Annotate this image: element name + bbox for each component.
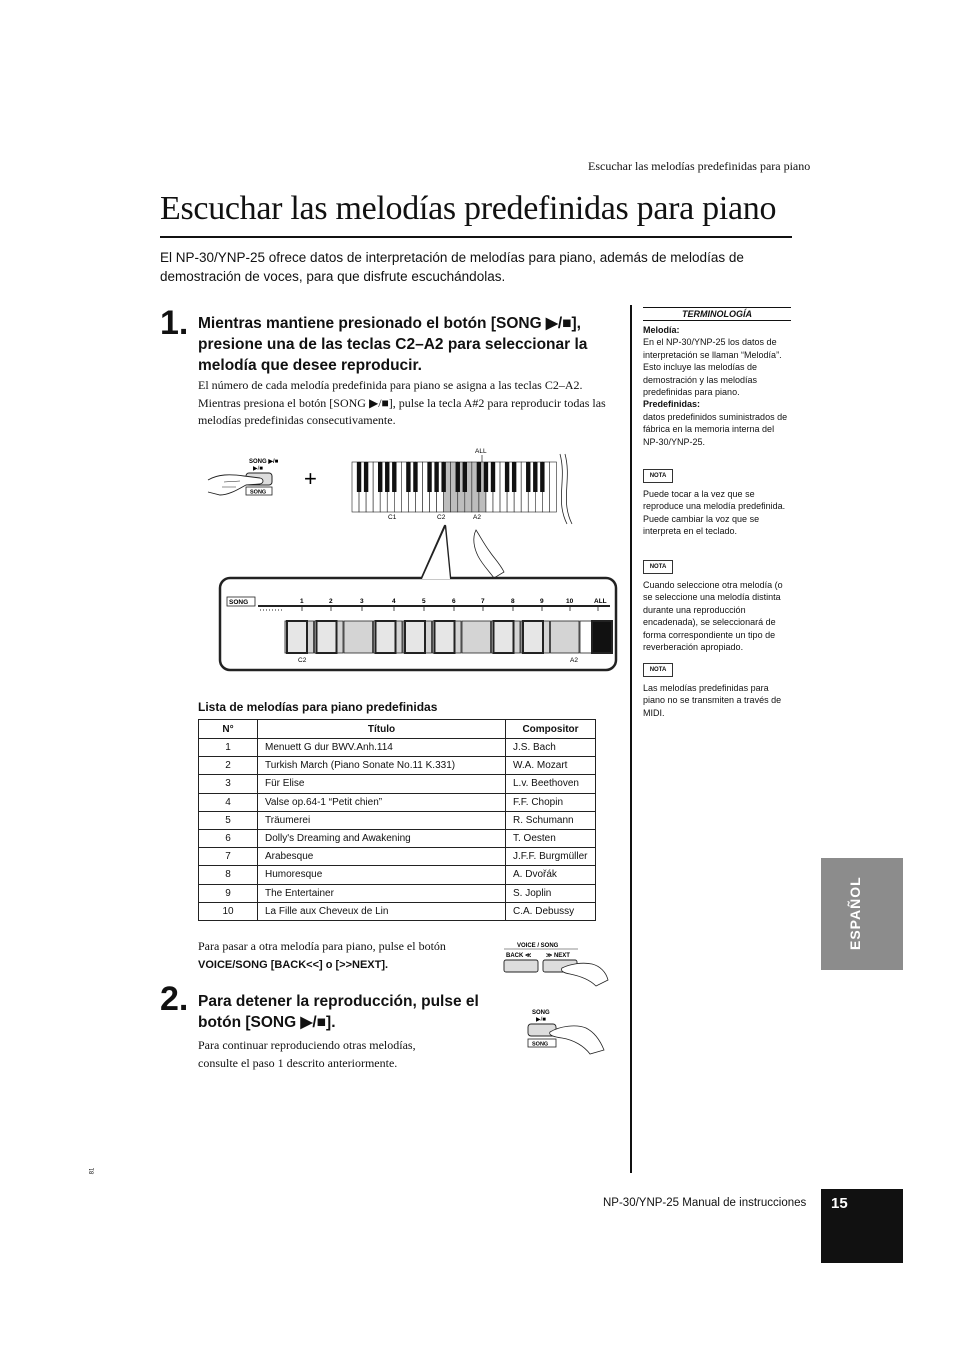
note-1 xyxy=(643,468,793,538)
black-key xyxy=(385,462,389,492)
step-1-heading: Mientras mantiene presionado el botón [SONG ▶/■], presione una de las teclas C2–A2 para seleccionar la melodía que desee reproducir. xyxy=(198,315,588,374)
strip-number: 8 xyxy=(511,598,515,605)
header-title: Título xyxy=(258,720,506,739)
strip-number: 10 xyxy=(566,598,574,605)
header-number: N° xyxy=(199,720,258,739)
column-divider xyxy=(630,305,632,1173)
footer-manual-title: NP-30/YNP-25 Manual de instrucciones xyxy=(603,1197,807,1209)
next-label: ≫ NEXT xyxy=(546,953,570,959)
note-icon: NOTA xyxy=(643,469,673,483)
table-row xyxy=(199,866,596,884)
song-tag: SONG xyxy=(250,489,267,496)
black-key xyxy=(477,462,481,492)
song-composer-cell: R. Schumann xyxy=(506,811,596,829)
song-composer-cell: F.F. Chopin xyxy=(506,793,596,811)
language-tab xyxy=(821,858,903,970)
strip-number: 4 xyxy=(392,598,396,605)
song-num-cell: 8 xyxy=(199,866,258,884)
white-key xyxy=(549,462,556,512)
next-song-note xyxy=(198,938,488,974)
key-label-c1: C1 xyxy=(388,514,397,521)
note-icon: NOTA xyxy=(643,663,673,677)
note-2 xyxy=(643,559,793,653)
zoomed-key xyxy=(344,621,373,653)
note-1-text: Puede tocar a la vez que se reproduce una melodía predefinida. Puede cambiar la voz que se interpreta en el teclado. xyxy=(643,489,786,537)
running-header: Escuchar las melodías predefinidas para piano xyxy=(588,159,811,173)
strip-label: SONG xyxy=(229,599,249,606)
black-key xyxy=(378,462,382,492)
strip-number: 1 xyxy=(300,598,304,605)
svg-text:SONG: SONG xyxy=(532,1010,550,1016)
song-title-cell: Dolly's Dreaming and Awakening xyxy=(258,829,506,847)
keyboard-illustration xyxy=(200,440,620,672)
zoomed-black-key xyxy=(405,621,425,653)
plus-sign: + xyxy=(304,466,317,491)
black-key xyxy=(441,462,445,492)
term-predefinidas: Predefinidas: xyxy=(643,399,701,410)
black-key xyxy=(484,462,488,492)
song-stop-button-icon xyxy=(520,1004,610,1056)
table-row xyxy=(199,829,596,847)
song-num-cell: 7 xyxy=(199,848,258,866)
song-button-label: SONG ▶/■ xyxy=(249,459,279,465)
song-title-cell: Menuett G dur BWV.Anh.114 xyxy=(258,739,506,757)
all-label: ALL xyxy=(475,448,487,455)
song-title-cell: Turkish March (Piano Sonate No.11 K.331) xyxy=(258,757,506,775)
black-key xyxy=(491,462,495,492)
black-key xyxy=(413,462,417,492)
page-number: 15 xyxy=(831,1195,848,1212)
terminology-box xyxy=(643,307,791,448)
song-title-cell: Arabesque xyxy=(258,848,506,866)
svg-text:▶/■: ▶/■ xyxy=(536,1017,546,1023)
song-tag-2: SONG xyxy=(532,1041,549,1048)
song-num-cell: 1 xyxy=(199,739,258,757)
zoomed-key xyxy=(462,621,491,653)
title-rule xyxy=(160,236,792,238)
header-composer: Compositor xyxy=(506,720,596,739)
black-key xyxy=(434,462,438,492)
black-key xyxy=(512,462,516,492)
intro-paragraph: El NP-30/YNP-25 ofrece datos de interpretación de melodías para piano, además de melodías de demostración de voces, para que disfrute escuchándolas. xyxy=(160,250,744,284)
step-2-number: 2. xyxy=(160,980,189,1018)
strip-number: 9 xyxy=(540,598,544,605)
black-key xyxy=(463,462,467,492)
step-2-heading: Para detener la reproducción, pulse el botón [SONG ▶/■]. xyxy=(198,993,479,1031)
song-num-cell: 4 xyxy=(199,793,258,811)
piano-keyboard xyxy=(352,462,556,512)
zoomed-black-key xyxy=(376,621,396,653)
song-button-icon xyxy=(208,458,279,496)
terminology-heading: TERMINOLOGÍA xyxy=(643,307,791,321)
song-title-cell: The Entertainer xyxy=(258,884,506,902)
next-note-line1: Para pasar a otra melodía para piano, pulse el botón xyxy=(198,939,446,953)
term-predefinidas-text: datos predefinidos suministrados de fábrica en la memoria interna del NP-30/YNP-25. xyxy=(643,411,788,447)
black-key xyxy=(427,462,431,492)
song-composer-cell: A. Dvořák xyxy=(506,866,596,884)
song-num-cell: 5 xyxy=(199,811,258,829)
song-title-cell: Träumerei xyxy=(258,811,506,829)
table-row xyxy=(199,793,596,811)
song-title-cell: La Fille aux Cheveux de Lin xyxy=(258,902,506,920)
black-key xyxy=(505,462,509,492)
note-2-text: Cuando seleccione otra melodía (o se seleccione una melodía distinta durante una reproducción encadenada), se seleccionará de forma correspondiente un tipo de reverberación apropiado. xyxy=(643,580,783,653)
strip-number: 2 xyxy=(329,598,333,605)
svg-text:▶/■: ▶/■ xyxy=(253,466,263,472)
song-title-cell: Für Elise xyxy=(258,775,506,793)
strip-number: 6 xyxy=(452,598,456,605)
zoomed-black-key xyxy=(317,621,337,653)
black-key xyxy=(406,462,410,492)
black-key xyxy=(357,462,361,492)
note-3 xyxy=(643,662,793,719)
table-header-row xyxy=(199,720,596,739)
song-num-cell: 2 xyxy=(199,757,258,775)
page-title: Escuchar las melodías predefinidas para piano xyxy=(160,190,777,227)
black-key xyxy=(533,462,537,492)
song-composer-cell: C.A. Debussy xyxy=(506,902,596,920)
key-label-c2: C2 xyxy=(437,514,446,521)
black-key xyxy=(526,462,530,492)
page-number-box xyxy=(821,1189,903,1263)
table-row xyxy=(199,757,596,775)
black-key xyxy=(392,462,396,492)
song-table xyxy=(198,719,596,921)
zoomed-key xyxy=(551,621,580,653)
black-key xyxy=(364,462,368,492)
table-row xyxy=(199,884,596,902)
table-row xyxy=(199,848,596,866)
note-3-text: Las melodías predefinidas para piano no se transmiten a través de MIDI. xyxy=(643,683,782,718)
language-tab-label: ESPAÑOL xyxy=(847,876,863,950)
table-row xyxy=(199,739,596,757)
black-key xyxy=(456,462,460,492)
table-row xyxy=(199,811,596,829)
zoomed-black-key xyxy=(287,621,307,653)
song-num-cell: 6 xyxy=(199,829,258,847)
zoom-label-c2: C2 xyxy=(298,657,307,664)
black-key xyxy=(540,462,544,492)
strip-number: 3 xyxy=(360,598,364,605)
strip-number: 5 xyxy=(422,598,426,605)
term-melodia-text: En el NP-30/YNP-25 los datos de interpretación se llaman “Melodía”. Esto incluye las melodías de demostración y las melodías predefinidas para piano. xyxy=(643,337,782,398)
song-composer-cell: W.A. Mozart xyxy=(506,757,596,775)
step-1-number: 1. xyxy=(160,304,189,342)
song-num-cell: 9 xyxy=(199,884,258,902)
step-2-body: Para continuar reproduciendo otras melodías, consulte el paso 1 descrito anteriormente. xyxy=(198,1038,416,1070)
song-composer-cell: S. Joplin xyxy=(506,884,596,902)
song-num-cell: 3 xyxy=(199,775,258,793)
table-row xyxy=(199,902,596,920)
song-title-cell: Humoresque xyxy=(258,866,506,884)
zoomed-black-key xyxy=(494,621,514,653)
back-label: BACK ≪ xyxy=(506,953,532,959)
song-composer-cell: L.v. Beethoven xyxy=(506,775,596,793)
zoomed-black-key xyxy=(523,621,543,653)
table-caption: Lista de melodías para piano predefinidas xyxy=(198,700,438,714)
song-composer-cell: T. Oesten xyxy=(506,829,596,847)
term-melodia: Melodía: xyxy=(643,325,680,335)
voice-song-panel-icon xyxy=(500,940,612,988)
song-composer-cell: J.S. Bach xyxy=(506,739,596,757)
voice-song-title: VOICE / SONG xyxy=(517,943,559,949)
step-1-body: El número de cada melodía predefinida para piano se asigna a las teclas C2–A2. Mientras presiona el botón [SONG ▶/■], pulse la tecla A#2 para reproducir todas las melodías predefinidas consecutivamente. xyxy=(198,378,606,427)
zoomed-black-key xyxy=(592,621,612,653)
strip-number: ALL xyxy=(594,598,607,605)
margin-mark: 81 xyxy=(89,1167,96,1175)
song-num-cell: 10 xyxy=(199,902,258,920)
note-icon: NOTA xyxy=(643,560,673,574)
zoomed-black-key xyxy=(435,621,455,653)
song-composer-cell: J.F.F. Burgmüller xyxy=(506,848,596,866)
strip-number: 7 xyxy=(481,598,485,605)
next-note-line2: VOICE/SONG [BACK<<] o [>>NEXT]. xyxy=(198,958,389,971)
song-title-cell: Valse op.64-1 “Petit chien” xyxy=(258,793,506,811)
table-row xyxy=(199,775,596,793)
zoom-label-a2: A2 xyxy=(570,657,578,664)
key-label-a2: A2 xyxy=(473,514,481,521)
